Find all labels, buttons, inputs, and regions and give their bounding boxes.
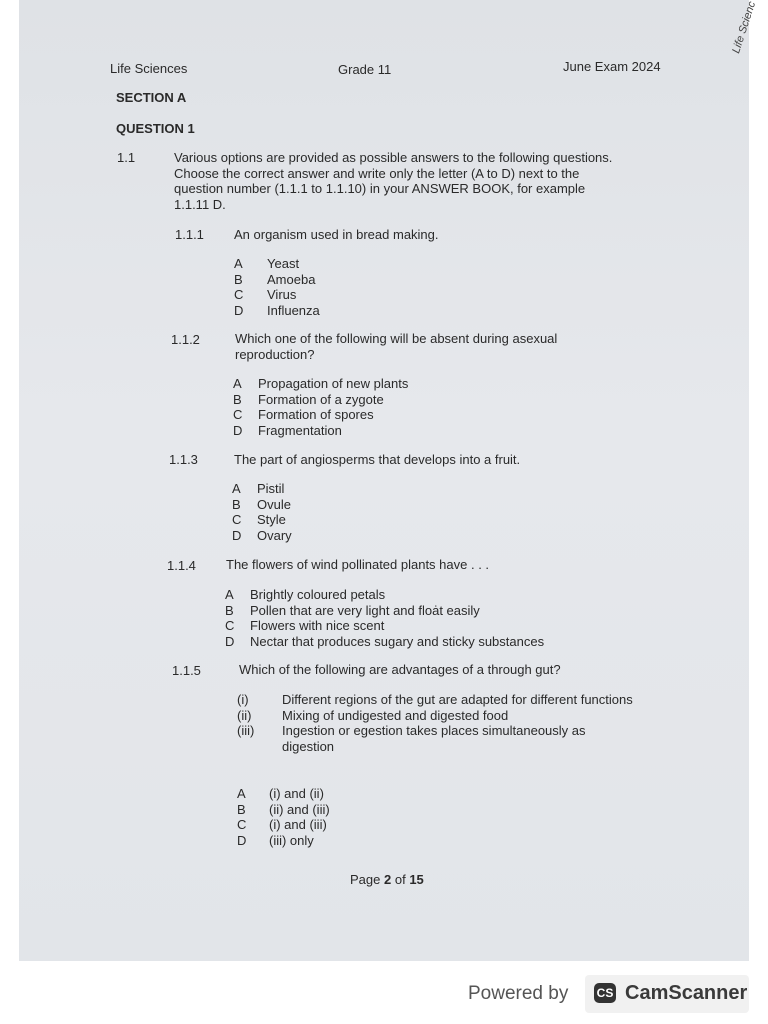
- option: C Flowers with nice scent: [225, 618, 385, 633]
- statement: (ii) Mixing of undigested and digested food: [237, 707, 509, 723]
- options-list: [234, 256, 320, 318]
- header-grade: Grade 11: [338, 62, 392, 77]
- option: A Pistil: [232, 481, 285, 496]
- camscanner-brand: CamScanner: [625, 982, 748, 1004]
- option: D Fragmentation: [233, 422, 342, 438]
- question-number: 1.1.5: [172, 663, 201, 678]
- question-number: 1.1.2: [171, 332, 200, 347]
- camscanner-logo-icon: CS: [594, 983, 616, 1003]
- header-subject: Life Sciences: [110, 61, 188, 76]
- instruction-line: 1.1.11 D.: [174, 196, 226, 212]
- options-list: [232, 481, 292, 543]
- scanned-page: [19, 0, 759, 961]
- option: C Virus: [234, 287, 297, 302]
- q11-instructions: [174, 150, 612, 212]
- statement: (i) Different regions of the gut are adapted for different functions: [237, 692, 633, 707]
- option: A Brightly coloured petals: [225, 587, 386, 602]
- question-text: The flowers of wind pollinated plants have . . .: [226, 557, 490, 572]
- instruction-line: Various options are provided as possible answers to the following questions.: [174, 150, 613, 165]
- question-text: The part of angiosperms that develops into a fruit.: [234, 452, 521, 467]
- question-number: 1.1.3: [169, 452, 198, 467]
- option: C (i) and (iii): [237, 817, 327, 832]
- camscanner-badge: [585, 975, 749, 1013]
- instruction-line: question number (1.1.1 to 1.1.10) in your ANSWER BOOK, for example: [174, 181, 586, 196]
- question-number: 1.1.4: [167, 558, 196, 573]
- option: B Ovule: [232, 496, 291, 512]
- question-text: Which one of the following will be absent during asexual reproduction?: [235, 331, 558, 362]
- page-number: Page 2 of 15: [350, 872, 424, 887]
- option: B (ii) and (iii): [237, 801, 330, 817]
- option: D Ovary: [232, 527, 292, 543]
- option: D Nectar that produces sugary and sticky substances: [225, 633, 545, 649]
- side-label: Life Scienc: [730, 0, 759, 55]
- statement: (iii) Ingestion or egestion takes places simultaneously as: [237, 723, 586, 738]
- options-list: [233, 376, 408, 438]
- question-number: 1.1.1: [175, 227, 204, 242]
- section-heading: SECTION A: [116, 90, 187, 105]
- question-text: An organism used in bread making.: [234, 227, 439, 242]
- statements-list: [237, 692, 633, 754]
- option: A (i) and (ii): [237, 786, 324, 801]
- option: D (iii) only: [237, 832, 314, 848]
- options-list: [225, 587, 544, 649]
- option: A Yeast: [234, 256, 300, 271]
- option: B Amoeba: [234, 271, 316, 287]
- powered-by-label: Powered by: [468, 983, 569, 1004]
- instruction-line: Choose the correct answer and write only the letter (A to D) next to the: [174, 165, 580, 181]
- option: B Formation of a zygote: [233, 391, 384, 407]
- question-heading: QUESTION 1: [116, 121, 195, 136]
- option: A Propagation of new plants: [233, 376, 409, 391]
- option: C Formation of spores: [233, 407, 374, 422]
- options-list: [237, 786, 330, 848]
- statement: digestion: [282, 738, 335, 754]
- question-text: Which of the following are advantages of a through gut?: [239, 662, 561, 677]
- option: D Influenza: [234, 302, 320, 318]
- option: B Pollen that are very light and floȧt easily: [225, 602, 480, 618]
- header-exam: June Exam 2024: [563, 59, 661, 74]
- q11-number: 1.1: [117, 150, 136, 165]
- option: C Style: [232, 512, 286, 527]
